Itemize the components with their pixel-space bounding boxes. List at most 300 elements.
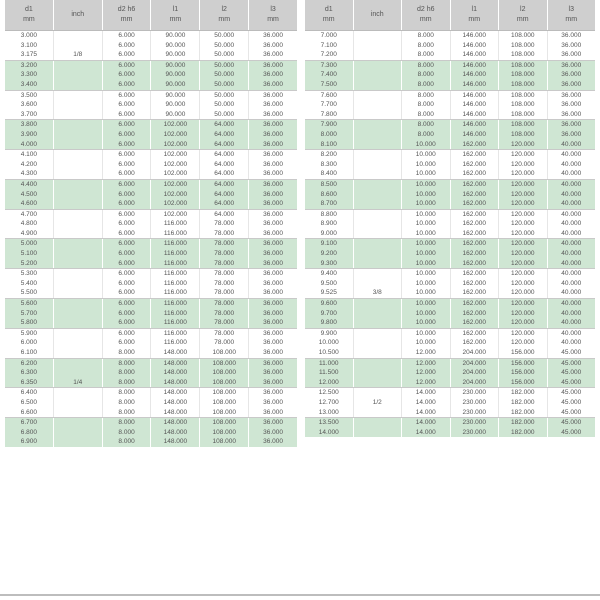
table-cell: 10.500 [318, 349, 339, 356]
table-cell: 156.000 [498, 378, 547, 388]
table-cell: 148.000 [150, 378, 199, 388]
table-cell [53, 437, 102, 447]
table-cell: 148.000 [150, 418, 199, 428]
table-cell: 108.000 [199, 348, 248, 358]
table-cell: 120.000 [498, 329, 547, 339]
table-cell: 120.000 [498, 259, 547, 269]
table-cell: 3.900 [20, 130, 38, 138]
table-cell: 36.000 [248, 31, 297, 41]
table-cell: 10.000 [401, 239, 450, 249]
table-cell: 9.200 [320, 250, 337, 258]
table-cell: 45.000 [547, 398, 596, 408]
table-cell [53, 288, 102, 298]
table-cell [353, 150, 402, 160]
table-cell: 36.000 [248, 41, 297, 51]
table-row [305, 378, 595, 388]
table-cell: 120.000 [498, 249, 547, 259]
table-cell: 8.300 [320, 160, 337, 168]
table-cell: 204.000 [450, 368, 499, 378]
table-row [5, 338, 297, 348]
table-cell: 116.000 [150, 318, 199, 328]
table-cell: 64.000 [199, 120, 248, 130]
table-cell: 148.000 [150, 388, 199, 398]
table-cell: 9.300 [320, 259, 337, 267]
table-cell: 36.000 [248, 91, 297, 101]
table-cell [353, 80, 402, 90]
table-cell [53, 398, 102, 408]
table-cell: 36.000 [248, 348, 297, 358]
table-cell: 120.000 [498, 150, 547, 160]
table-cell: 6.000 [102, 160, 151, 170]
table-row [5, 50, 297, 60]
table-cell: 36.000 [248, 388, 297, 398]
table-cell: 40.000 [547, 150, 596, 160]
table-cell: 3.100 [20, 41, 38, 49]
table-cell: 50.000 [199, 41, 248, 51]
table-cell: 36.000 [248, 140, 297, 150]
table-cell [53, 80, 102, 90]
table-cell: 6.000 [102, 288, 151, 298]
table-row [5, 80, 297, 90]
table-cell: 10.000 [401, 279, 450, 289]
table-cell [53, 359, 102, 369]
table-cell: 36.000 [248, 259, 297, 269]
table-cell: 182.000 [498, 398, 547, 408]
table-cell: 64.000 [199, 190, 248, 200]
table-row [305, 259, 595, 269]
table-cell: 146.000 [450, 70, 499, 80]
table-cell: 4.700 [20, 210, 38, 218]
table-cell: 9.100 [320, 240, 337, 248]
table-cell: 36.000 [248, 418, 297, 428]
table-cell: 78.000 [199, 239, 248, 249]
column-header-unit: mm [516, 16, 529, 23]
table-cell: 102.000 [150, 140, 199, 150]
table-row [5, 408, 297, 418]
table-cell: 8.200 [320, 151, 337, 159]
table-cell: 6.700 [20, 419, 38, 427]
table-cell [353, 210, 402, 220]
table-cell [353, 418, 402, 428]
table-cell: 50.000 [199, 50, 248, 60]
left-dimension-table [5, 0, 297, 447]
table-cell [353, 229, 402, 239]
table-cell: 6.000 [102, 31, 151, 41]
table-cell [353, 348, 402, 358]
table-cell: 36.000 [248, 229, 297, 239]
table-cell: 36.000 [248, 359, 297, 369]
table-cell [53, 91, 102, 101]
table-cell: 36.000 [248, 120, 297, 130]
table-cell: 162.000 [450, 338, 499, 348]
table-cell: 10.000 [401, 210, 450, 220]
table-cell: 36.000 [547, 80, 596, 90]
table-cell: 90.000 [150, 80, 199, 90]
table-cell: 36.000 [248, 199, 297, 209]
table-row [305, 348, 595, 358]
table-cell [53, 239, 102, 249]
table-cell: 4.400 [20, 180, 38, 188]
table-cell: 162.000 [450, 160, 499, 170]
table-cell: 36.000 [248, 70, 297, 80]
table-cell [353, 180, 402, 190]
table-cell: 36.000 [248, 210, 297, 220]
table-cell: 120.000 [498, 210, 547, 220]
table-cell [353, 140, 402, 150]
table-cell: 8.000 [102, 378, 151, 388]
table-cell [353, 91, 402, 101]
table-cell [353, 100, 402, 110]
table-row [5, 70, 297, 80]
table-cell: 120.000 [498, 219, 547, 229]
table-cell: 120.000 [498, 299, 547, 309]
table-cell: 108.000 [498, 50, 547, 60]
table-cell: 10.000 [401, 160, 450, 170]
table-row [305, 91, 595, 101]
table-cell: 156.000 [498, 348, 547, 358]
table-cell: 5.900 [20, 329, 38, 337]
table-cell: 6.000 [102, 91, 151, 101]
table-cell: 120.000 [498, 199, 547, 209]
table-cell: 6.000 [102, 259, 151, 269]
column-header-unit: inch [71, 11, 85, 18]
table-cell: 36.000 [547, 41, 596, 51]
table-cell: 8.400 [320, 170, 337, 178]
table-cell [53, 190, 102, 200]
table-cell: 50.000 [199, 31, 248, 41]
table-cell: 45.000 [547, 428, 596, 438]
table-cell: 40.000 [547, 219, 596, 229]
table-cell: 36.000 [248, 408, 297, 418]
table-cell [53, 180, 102, 190]
table-cell: 8.000 [401, 41, 450, 51]
table-cell: 1/8 [53, 50, 102, 60]
left-table-body [5, 31, 297, 447]
column-header [353, 0, 402, 30]
bottom-divider [0, 594, 600, 596]
table-cell: 148.000 [150, 398, 199, 408]
table-cell: 108.000 [498, 100, 547, 110]
table-cell: 7.800 [320, 110, 337, 118]
column-header [102, 0, 151, 30]
table-cell: 102.000 [150, 150, 199, 160]
table-cell: 4.800 [20, 220, 38, 228]
table-cell: 9.800 [320, 319, 337, 327]
table-cell: 6.000 [102, 120, 151, 130]
table-row [5, 100, 297, 110]
table-cell: 116.000 [150, 288, 199, 298]
table-cell: 36.000 [248, 61, 297, 71]
table-cell: 108.000 [199, 408, 248, 418]
table-cell: 108.000 [199, 437, 248, 447]
table-cell: 8.900 [320, 220, 337, 228]
column-header [498, 0, 547, 30]
table-cell: 156.000 [498, 359, 547, 369]
table-cell: 102.000 [150, 210, 199, 220]
table-row [5, 31, 297, 41]
table-cell [53, 110, 102, 120]
table-cell: 10.000 [401, 269, 450, 279]
column-header-unit: mm [218, 16, 231, 23]
table-cell: 78.000 [199, 269, 248, 279]
table-cell: 146.000 [450, 61, 499, 71]
table-cell: 4.600 [20, 200, 38, 208]
table-cell [353, 269, 402, 279]
table-cell: 36.000 [248, 288, 297, 298]
table-cell: 90.000 [150, 61, 199, 71]
table-cell: 6.600 [20, 408, 38, 416]
table-cell: 10.000 [401, 259, 450, 269]
table-cell: 204.000 [450, 359, 499, 369]
table-cell: 108.000 [498, 130, 547, 140]
table-row [5, 190, 297, 200]
table-cell: 14.000 [401, 418, 450, 428]
table-row [5, 160, 297, 170]
table-row [305, 418, 595, 428]
table-cell: 8.000 [102, 368, 151, 378]
table-cell: 90.000 [150, 50, 199, 60]
table-cell: 162.000 [450, 288, 499, 298]
table-row [305, 249, 595, 259]
table-cell: 78.000 [199, 219, 248, 229]
table-cell: 36.000 [248, 329, 297, 339]
table-cell: 148.000 [150, 408, 199, 418]
table-cell: 230.000 [450, 428, 499, 438]
table-cell: 108.000 [199, 388, 248, 398]
column-header [305, 0, 353, 30]
column-header-unit: mm [468, 16, 481, 23]
table-row [5, 388, 297, 398]
table-row [5, 378, 297, 388]
table-row [5, 210, 297, 220]
table-row [5, 368, 297, 378]
table-cell: 9.600 [320, 300, 337, 308]
column-header-symbol: d1 [25, 6, 33, 13]
table-cell: 3.000 [20, 32, 38, 39]
column-header [248, 0, 297, 30]
table-cell: 162.000 [450, 259, 499, 269]
table-cell: 5.200 [20, 259, 38, 267]
table-cell: 64.000 [199, 140, 248, 150]
table-cell: 10.000 [401, 140, 450, 150]
table-cell: 6.000 [102, 279, 151, 289]
table-cell: 78.000 [199, 318, 248, 328]
table-cell: 10.000 [318, 339, 339, 347]
table-cell [353, 279, 402, 289]
column-header-symbol: d2 h6 [117, 6, 136, 13]
table-row [305, 388, 595, 398]
table-row [5, 180, 297, 190]
table-cell: 6.000 [102, 100, 151, 110]
table-cell: 36.000 [248, 437, 297, 447]
table-cell: 3.300 [20, 71, 38, 79]
table-cell: 36.000 [248, 80, 297, 90]
table-cell: 78.000 [199, 249, 248, 259]
table-cell: 4.000 [20, 140, 38, 148]
table-cell: 36.000 [248, 169, 297, 179]
table-cell [353, 239, 402, 249]
table-cell: 5.800 [20, 319, 38, 327]
table-cell: 12.000 [401, 378, 450, 388]
table-cell [53, 309, 102, 319]
table-cell [353, 199, 402, 209]
table-cell: 146.000 [450, 50, 499, 60]
table-cell: 40.000 [547, 338, 596, 348]
table-cell: 5.300 [20, 270, 38, 278]
table-cell [353, 41, 402, 51]
table-row [5, 41, 297, 51]
table-cell [353, 249, 402, 259]
table-cell: 8.000 [401, 70, 450, 80]
table-cell: 40.000 [547, 269, 596, 279]
table-cell: 162.000 [450, 318, 499, 328]
table-cell: 50.000 [199, 110, 248, 120]
table-cell: 50.000 [199, 61, 248, 71]
table-cell: 9.400 [320, 270, 337, 278]
table-cell: 162.000 [450, 309, 499, 319]
table-cell: 162.000 [450, 269, 499, 279]
column-header-symbol: l2 [221, 6, 227, 13]
table-cell [353, 318, 402, 328]
table-row [5, 279, 297, 289]
table-cell: 120.000 [498, 288, 547, 298]
table-cell [53, 100, 102, 110]
table-cell: 64.000 [199, 130, 248, 140]
column-header-unit: mm [322, 16, 335, 23]
table-cell: 102.000 [150, 190, 199, 200]
table-cell: 36.000 [248, 269, 297, 279]
table-cell: 14.000 [401, 408, 450, 418]
table-cell: 14.000 [401, 388, 450, 398]
table-cell: 45.000 [547, 408, 596, 418]
table-cell: 108.000 [498, 61, 547, 71]
table-cell: 12.700 [318, 398, 339, 406]
table-cell: 50.000 [199, 91, 248, 101]
table-cell: 40.000 [547, 259, 596, 269]
table-cell: 146.000 [450, 80, 499, 90]
table-cell: 40.000 [547, 279, 596, 289]
table-row [305, 120, 595, 130]
table-row [5, 91, 297, 101]
table-row [305, 160, 595, 170]
table-cell: 36.000 [248, 318, 297, 328]
table-cell: 8.000 [401, 80, 450, 90]
table-row [305, 169, 595, 179]
table-cell: 5.400 [20, 279, 38, 287]
table-cell [353, 169, 402, 179]
table-cell: 7.500 [320, 80, 337, 88]
table-cell: 8.000 [401, 31, 450, 41]
table-cell: 45.000 [547, 418, 596, 428]
table-cell: 7.900 [320, 121, 337, 129]
table-cell: 40.000 [547, 160, 596, 170]
table-cell [53, 229, 102, 239]
table-cell: 120.000 [498, 180, 547, 190]
table-cell [53, 329, 102, 339]
table-cell: 5.500 [20, 289, 38, 297]
table-cell: 108.000 [199, 378, 248, 388]
table-cell [353, 50, 402, 60]
table-cell: 146.000 [450, 91, 499, 101]
table-cell: 120.000 [498, 309, 547, 319]
column-header [401, 0, 450, 30]
column-header-unit: mm [120, 16, 133, 23]
table-cell: 1/2 [353, 398, 402, 408]
table-cell: 162.000 [450, 150, 499, 160]
table-cell: 36.000 [248, 398, 297, 408]
table-row [5, 140, 297, 150]
table-row [305, 210, 595, 220]
table-cell: 10.000 [401, 309, 450, 319]
table-cell: 40.000 [547, 318, 596, 328]
table-cell: 10.000 [401, 169, 450, 179]
table-cell: 8.000 [102, 398, 151, 408]
table-cell [53, 279, 102, 289]
column-header [53, 0, 102, 30]
table-row [305, 199, 595, 209]
table-cell: 6.000 [102, 239, 151, 249]
table-cell [353, 368, 402, 378]
table-cell: 148.000 [150, 368, 199, 378]
table-cell [353, 378, 402, 388]
table-cell: 6.000 [102, 229, 151, 239]
table-cell: 162.000 [450, 199, 499, 209]
table-row [305, 329, 595, 339]
table-cell: 50.000 [199, 100, 248, 110]
table-cell [353, 160, 402, 170]
table-cell: 4.300 [20, 170, 38, 178]
table-cell: 50.000 [199, 80, 248, 90]
table-row [305, 359, 595, 369]
table-cell: 156.000 [498, 368, 547, 378]
table-cell: 6.000 [102, 199, 151, 209]
table-cell: 6.000 [102, 219, 151, 229]
table-cell: 36.000 [248, 50, 297, 60]
table-cell: 9.000 [320, 229, 337, 237]
table-cell: 102.000 [150, 120, 199, 130]
table-cell: 162.000 [450, 249, 499, 259]
table-cell: 14.000 [318, 428, 339, 436]
table-cell: 10.000 [401, 180, 450, 190]
table-row [305, 130, 595, 140]
table-row [305, 150, 595, 160]
table-row [5, 288, 297, 298]
table-cell: 120.000 [498, 338, 547, 348]
table-cell: 182.000 [498, 418, 547, 428]
table-cell: 36.000 [547, 91, 596, 101]
table-cell: 8.000 [102, 428, 151, 438]
table-cell: 50.000 [199, 70, 248, 80]
table-cell [53, 299, 102, 309]
table-cell [353, 329, 402, 339]
table-cell: 36.000 [547, 100, 596, 110]
table-cell: 7.400 [320, 71, 337, 79]
table-cell: 230.000 [450, 398, 499, 408]
table-cell: 6.500 [20, 398, 38, 406]
table-cell: 6.300 [20, 369, 38, 377]
table-cell: 10.000 [401, 329, 450, 339]
table-cell: 162.000 [450, 299, 499, 309]
table-row [5, 318, 297, 328]
table-cell: 162.000 [450, 190, 499, 200]
table-cell [353, 31, 402, 41]
column-header-symbol: l3 [270, 6, 276, 13]
table-cell: 90.000 [150, 91, 199, 101]
table-cell: 148.000 [150, 428, 199, 438]
table-cell: 36.000 [248, 378, 297, 388]
table-cell: 36.000 [248, 130, 297, 140]
table-cell: 36.000 [248, 180, 297, 190]
